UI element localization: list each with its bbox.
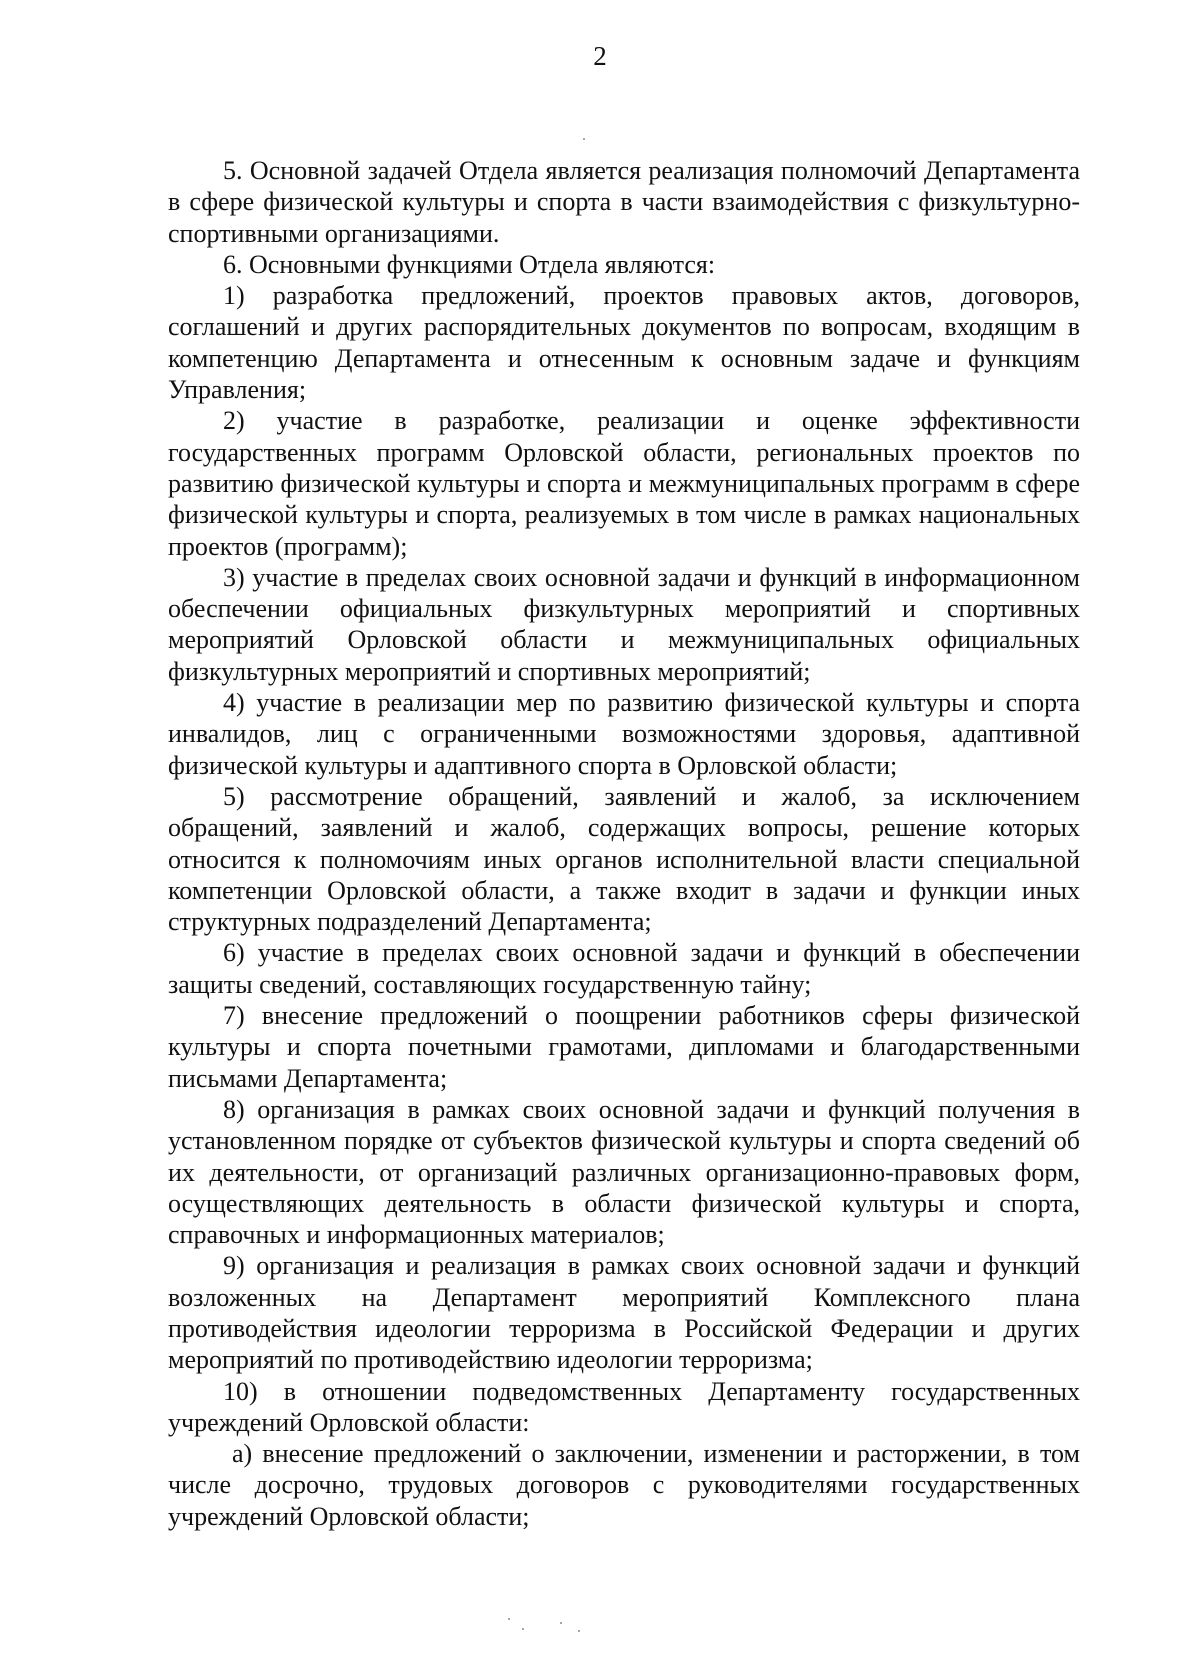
function-item-8: 8) организация в рамках своих основной задачи и функций получения в установленном порядке от субъектов физической культуры и спорта сведений об их деятельности, от организаций различных организационно-правовых форм, осуществляющих деятельность в области физической культуры и спорта, справочных и информационных материалов; xyxy=(168,1094,1080,1250)
function-item-9: 9) организация и реализация в рамках своих основной задачи и функций возложенных на Департамент мероприятий Комплексного плана противодействия идеологии терроризма в Российской Федерации и других мероприятий по противодействию идеологии терроризма; xyxy=(168,1251,1080,1375)
function-item-10-a: а) внесение предложений о заключении, изменении и расторжении, в том числе досрочно, трудовых договоров с руководителями государственных учреждений Орловской области; xyxy=(168,1439,1080,1531)
scan-speck xyxy=(508,1618,510,1620)
document-body xyxy=(168,155,1080,1532)
function-item-6: 6) участие в пределах своих основной задачи и функций в обеспечении защиты сведений, составляющих государственную тайну; xyxy=(168,938,1080,999)
function-item-4: 4) участие в реализации мер по развитию физической культуры и спорта инвалидов, лиц с ограниченными возможностями здоровья, адаптивной физической культуры и адаптивного спорта в Орловской области; xyxy=(168,688,1080,780)
scan-speck xyxy=(578,1630,580,1632)
scan-speck xyxy=(522,1628,524,1630)
paragraph-main-task: 5. Основной задачей Отдела является реализация полномочий Департамента в сфере физической культуры и спорта в части взаимодействия с физкультурно-спортивными организациями. xyxy=(168,156,1080,248)
paragraph-functions-heading: 6. Основными функциями Отдела являются: xyxy=(223,249,716,279)
scan-speck xyxy=(583,138,585,140)
function-item-7: 7) внесение предложений о поощрении работников сферы физической культуры и спорта почетными грамотами, дипломами и благодарственными письмами Департамента; xyxy=(168,1001,1080,1093)
function-item-3: 3) участие в пределах своих основной задачи и функций в информационном обеспечении официальных физкультурных мероприятий и спортивных мероприятий Орловской области и межмуниципальных официальных физкультурных мероприятий и спортивных мероприятий; xyxy=(168,562,1080,686)
page-number: 2 xyxy=(593,41,607,71)
function-item-1: 1) разработка предложений, проектов правовых актов, договоров, соглашений и других распорядительных документов по вопросам, входящим в компетенцию Департамента и отнесенным к основным задаче и функциям Управления; xyxy=(168,281,1080,405)
scan-speck xyxy=(560,1622,562,1624)
function-item-5: 5) рассмотрение обращений, заявлений и жалоб, за исключением обращений, заявлений и жалоб, содержащих вопросы, решение которых относится к полномочиям иных органов исполнительной власти специальной компетенции Орловской области, а также входит в задачи и функции иных структурных подразделений Департамента; xyxy=(168,781,1080,937)
function-item-10: 10) в отношении подведомственных Департаменту государственных учреждений Орловской области: xyxy=(168,1376,1080,1437)
function-item-2: 2) участие в разработке, реализации и оценке эффективности государственных программ Орловской области, региональных проектов по развитию физической культуры и спорта и межмуниципальных программ в сфере физической культуры и спорта, реализуемых в том числе в рамках национальных проектов (программ); xyxy=(168,406,1080,561)
